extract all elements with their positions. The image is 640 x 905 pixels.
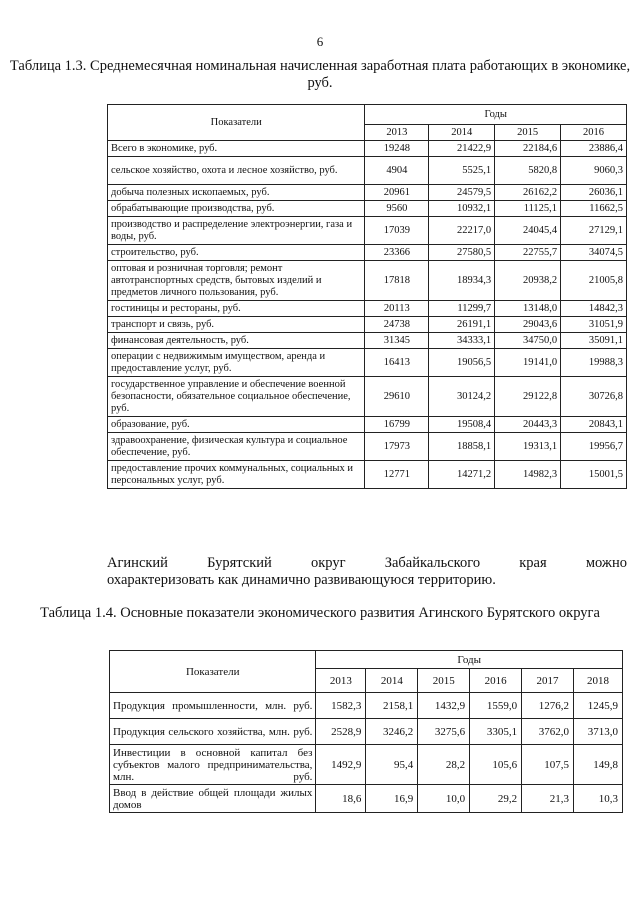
row-label: Ввод в действие общей площади жилых домов [110, 785, 316, 813]
table2-year-2018: 2018 [573, 669, 622, 693]
row-value: 16413 [365, 349, 429, 377]
wages-table [107, 104, 627, 489]
row-value: 30726,8 [561, 377, 627, 417]
table2-year-2015: 2015 [418, 669, 470, 693]
row-value: 11662,5 [561, 201, 627, 217]
row-value: 3275,6 [418, 719, 470, 745]
row-label: гостиницы и рестораны, руб. [108, 301, 365, 317]
row-label: здравоохранение, физическая культура и социальное обеспечение, руб. [108, 433, 365, 461]
row-label: транспорт и связь, руб. [108, 317, 365, 333]
table-row [108, 245, 627, 261]
row-value: 34750,0 [495, 333, 561, 349]
table-row [110, 693, 623, 719]
row-label: оптовая и розничная торговля; ремонт автотранспортных средств, бытовых изделий и предметов личного пользования, руб. [108, 261, 365, 301]
row-value: 3305,1 [470, 719, 522, 745]
row-value: 19248 [365, 141, 429, 157]
paragraph-line-1 [107, 555, 627, 572]
table-row [108, 377, 627, 417]
row-value: 24045,4 [495, 217, 561, 245]
row-label: обрабатывающие производства, руб. [108, 201, 365, 217]
paragraph-word: можно [585, 555, 627, 571]
paragraph-word: Забайкальского [384, 555, 481, 571]
table1-year-2015: 2015 [495, 125, 561, 141]
row-value: 10,0 [418, 785, 470, 813]
table1-year-2016: 2016 [561, 125, 627, 141]
row-label: предоставление прочих коммунальных, социальных и персональных услуг, руб. [108, 461, 365, 489]
row-value: 26162,2 [495, 185, 561, 201]
row-value: 3762,0 [522, 719, 574, 745]
row-value: 9560 [365, 201, 429, 217]
row-value: 29,2 [470, 785, 522, 813]
row-value: 19313,1 [495, 433, 561, 461]
row-value: 10932,1 [429, 201, 495, 217]
page-number: 6 [316, 34, 324, 49]
row-value: 5820,8 [495, 157, 561, 185]
row-value: 18858,1 [429, 433, 495, 461]
table-row [110, 719, 623, 745]
table1-year-2014: 2014 [429, 125, 495, 141]
row-value: 14842,3 [561, 301, 627, 317]
table2-year-2014: 2014 [366, 669, 418, 693]
row-value: 2528,9 [316, 719, 366, 745]
table-row [108, 217, 627, 245]
row-value: 29043,6 [495, 317, 561, 333]
row-value: 27580,5 [429, 245, 495, 261]
table-row [110, 745, 623, 785]
paragraph-word: округ [310, 555, 346, 571]
row-value: 20843,1 [561, 417, 627, 433]
row-value: 18,6 [316, 785, 366, 813]
table-row [108, 317, 627, 333]
row-value: 30124,2 [429, 377, 495, 417]
row-value: 34333,1 [429, 333, 495, 349]
row-value: 11299,7 [429, 301, 495, 317]
row-value: 1559,0 [470, 693, 522, 719]
row-label: Продукция сельского хозяйства, млн. руб. [110, 719, 316, 745]
row-label: операции с недвижимым имуществом, аренда и предоставление услуг, руб. [108, 349, 365, 377]
row-value: 35091,1 [561, 333, 627, 349]
row-value: 22217,0 [429, 217, 495, 245]
row-value: 20938,2 [495, 261, 561, 301]
row-value: 21422,9 [429, 141, 495, 157]
row-value: 20961 [365, 185, 429, 201]
row-value: 1432,9 [418, 693, 470, 719]
paragraph-word: Агинский [107, 555, 168, 571]
row-label: производство и распределение электроэнергии, газа и воды, руб. [108, 217, 365, 245]
table2-year-2016: 2016 [470, 669, 522, 693]
table2-year-2017: 2017 [522, 669, 574, 693]
row-value: 105,6 [470, 745, 522, 785]
table-row [108, 333, 627, 349]
row-value: 20443,3 [495, 417, 561, 433]
row-label: Инвестиции в основной капитал без субъектов малого предпринимательства, млн. руб. [110, 745, 316, 785]
economic-indicators-table [109, 650, 623, 813]
row-value: 19508,4 [429, 417, 495, 433]
row-label: финансовая деятельность, руб. [108, 333, 365, 349]
row-value: 1245,9 [573, 693, 622, 719]
table2-caption: Таблица 1.4. Основные показатели экономического развития Агинского Бурятского округа [40, 605, 600, 621]
row-value: 12771 [365, 461, 429, 489]
row-label: государственное управление и обеспечение военной безопасности, обязательное социальное обеспечение, руб. [108, 377, 365, 417]
table2-header-years: Годы [316, 651, 623, 669]
row-value: 4904 [365, 157, 429, 185]
row-value: 20113 [365, 301, 429, 317]
row-value: 5525,1 [429, 157, 495, 185]
row-value: 14982,3 [495, 461, 561, 489]
table-row [108, 433, 627, 461]
table2-year-2013: 2013 [316, 669, 366, 693]
row-value: 15001,5 [561, 461, 627, 489]
row-value: 19956,7 [561, 433, 627, 461]
row-value: 13148,0 [495, 301, 561, 317]
row-value: 24738 [365, 317, 429, 333]
row-value: 16,9 [366, 785, 418, 813]
row-value: 10,3 [573, 785, 622, 813]
row-value: 29610 [365, 377, 429, 417]
table1-year-2013: 2013 [365, 125, 429, 141]
table-row [108, 141, 627, 157]
table-row [108, 301, 627, 317]
row-value: 16799 [365, 417, 429, 433]
row-value: 17818 [365, 261, 429, 301]
table-row [108, 157, 627, 185]
row-value: 18934,3 [429, 261, 495, 301]
table-row [108, 185, 627, 201]
row-value: 1276,2 [522, 693, 574, 719]
row-value: 9060,3 [561, 157, 627, 185]
row-label: Всего в экономике, руб. [108, 141, 365, 157]
row-value: 3713,0 [573, 719, 622, 745]
row-value: 1492,9 [316, 745, 366, 785]
table-row [108, 261, 627, 301]
row-label: сельское хозяйство, охота и лесное хозяйство, руб. [108, 157, 365, 185]
row-value: 28,2 [418, 745, 470, 785]
row-value: 21005,8 [561, 261, 627, 301]
row-label: добыча полезных ископаемых, руб. [108, 185, 365, 201]
paragraph-word: края [519, 555, 547, 571]
row-label: образование, руб. [108, 417, 365, 433]
body-paragraph [107, 555, 627, 589]
row-value: 1582,3 [316, 693, 366, 719]
row-value: 27129,1 [561, 217, 627, 245]
row-value: 23366 [365, 245, 429, 261]
row-value: 19141,0 [495, 349, 561, 377]
row-value: 22184,6 [495, 141, 561, 157]
row-value: 31345 [365, 333, 429, 349]
table-row [108, 349, 627, 377]
row-value: 19056,5 [429, 349, 495, 377]
row-value: 21,3 [522, 785, 574, 813]
row-value: 22755,7 [495, 245, 561, 261]
table-row [108, 461, 627, 489]
paragraph-word: Бурятский [207, 555, 272, 571]
row-value: 95,4 [366, 745, 418, 785]
row-label: строительство, руб. [108, 245, 365, 261]
table1-header-years: Годы [365, 105, 627, 125]
table2-header-indicators: Показатели [110, 651, 316, 693]
row-value: 11125,1 [495, 201, 561, 217]
row-value: 26036,1 [561, 185, 627, 201]
row-value: 29122,8 [495, 377, 561, 417]
row-label: Продукция промышленности, млн. руб. [110, 693, 316, 719]
row-value: 17039 [365, 217, 429, 245]
row-value: 2158,1 [366, 693, 418, 719]
row-value: 26191,1 [429, 317, 495, 333]
row-value: 34074,5 [561, 245, 627, 261]
row-value: 149,8 [573, 745, 622, 785]
row-value: 17973 [365, 433, 429, 461]
table-row [110, 785, 623, 813]
row-value: 14271,2 [429, 461, 495, 489]
table-row [108, 417, 627, 433]
row-value: 19988,3 [561, 349, 627, 377]
paragraph-line-2: охарактеризовать как динамично развивающуюся территорию. [107, 572, 496, 588]
table-row [108, 201, 627, 217]
row-value: 3246,2 [366, 719, 418, 745]
row-value: 107,5 [522, 745, 574, 785]
table1-caption: Таблица 1.3. Среднемесячная номинальная начисленная заработная плата работающих в экономике, руб. [9, 58, 631, 91]
row-value: 24579,5 [429, 185, 495, 201]
table1-header-indicators: Показатели [108, 105, 365, 141]
row-value: 31051,9 [561, 317, 627, 333]
row-value: 23886,4 [561, 141, 627, 157]
